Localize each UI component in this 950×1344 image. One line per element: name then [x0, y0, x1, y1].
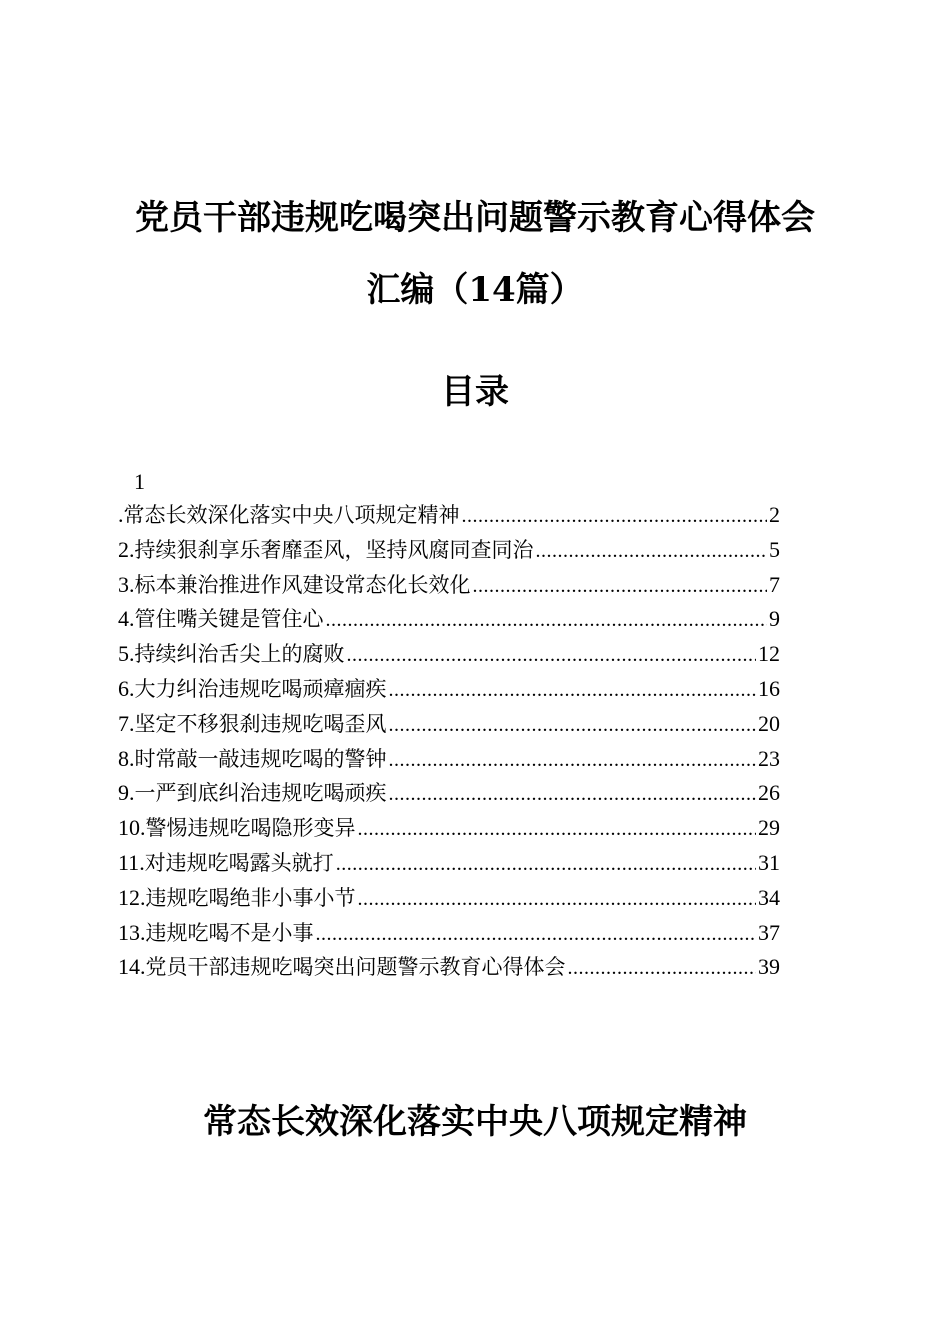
- toc-dot-leader: [336, 847, 756, 881]
- toc-entry-page: 26: [758, 780, 780, 806]
- toc-entry-number: 4: [118, 606, 129, 632]
- toc-entry-separator: .: [129, 641, 135, 667]
- toc-entry-page: 34: [758, 884, 780, 910]
- toc-entry-separator: .: [129, 536, 135, 562]
- toc-entry-page: 39: [758, 954, 780, 980]
- toc-entry-title: 对违规吃喝露头就打: [144, 850, 334, 875]
- toc-entry-8[interactable]: [118, 742, 780, 777]
- toc-entry-separator: .: [140, 919, 146, 945]
- toc-heading: 目录: [441, 372, 509, 412]
- toc-entry-page: 12: [758, 641, 780, 667]
- toc-dot-leader: [568, 951, 757, 985]
- toc-entry-separator: .: [129, 745, 135, 771]
- toc-entry-number: 14: [118, 954, 140, 980]
- toc-entry-number: 12: [118, 884, 140, 910]
- toc-entry-page: 2: [769, 502, 780, 527]
- toc-entry-2[interactable]: [118, 533, 780, 568]
- toc-entry-title: 大力纠治违规吃喝顽瘴痼疾: [134, 676, 387, 701]
- toc-entry-separator: .: [140, 815, 146, 841]
- toc-entry-6[interactable]: [118, 672, 780, 707]
- toc-dot-leader: [316, 917, 757, 951]
- toc-entry-title: 标本兼治推进作风建设常态化长效化: [134, 572, 471, 597]
- toc-entry-separator: .: [140, 884, 146, 910]
- toc-dot-leader: [389, 673, 757, 707]
- toc-entry-separator: .: [139, 849, 145, 875]
- toc-entry-13[interactable]: [118, 916, 780, 951]
- toc-entry-page: 29: [758, 815, 780, 841]
- toc-entry-separator: .: [129, 780, 135, 806]
- document-title-line-1: 党员干部违规吃喝突出问题警示教育心得体会: [135, 198, 815, 238]
- toc-entry-5[interactable]: [118, 637, 780, 672]
- toc-entry-separator: .: [129, 571, 135, 597]
- toc-dot-leader: [358, 882, 757, 916]
- toc-entry-page: 31: [758, 849, 780, 875]
- toc-entry-number: 2: [118, 536, 129, 562]
- toc-entry-4[interactable]: [118, 602, 780, 637]
- toc-entry-title: 违规吃喝绝非小事小节: [145, 885, 356, 910]
- section-heading: 常态长效深化落实中央八项规定精神: [203, 1102, 747, 1142]
- toc-entry-7[interactable]: [118, 707, 780, 742]
- toc-entry-separator: .: [140, 954, 146, 980]
- toc-entry-page: 16: [758, 675, 780, 701]
- toc-entry-number: 7: [118, 710, 129, 736]
- toc-entry-number: 3: [118, 571, 129, 597]
- toc-entry-number: 8: [118, 745, 129, 771]
- toc-entry-page: 37: [758, 919, 780, 945]
- toc-dot-leader: [536, 534, 768, 568]
- toc-entry-title: 违规吃喝不是小事: [145, 920, 314, 945]
- toc-dot-leader: [358, 812, 757, 846]
- toc-entry-page: 5: [769, 536, 780, 562]
- toc-entry-title: 管住嘴关键是管住心: [134, 607, 324, 632]
- toc-entry-14[interactable]: [118, 950, 780, 985]
- toc-entry-number: 9: [118, 780, 129, 806]
- toc-entry-1[interactable]: [118, 498, 780, 533]
- toc-entry-separator: .: [129, 675, 135, 701]
- toc-entry-3[interactable]: [118, 568, 780, 603]
- toc-entry-title: 常态长效深化落实中央八项规定精神: [123, 503, 460, 527]
- toc-dot-leader: [462, 499, 768, 533]
- toc-entry-separator: .: [129, 606, 135, 632]
- toc-entry-number: 6: [118, 675, 129, 701]
- toc-entry-separator: .: [129, 710, 135, 736]
- toc-entry-10[interactable]: [118, 811, 780, 846]
- toc-entry-page: 20: [758, 710, 780, 736]
- toc-entry-page: 7: [769, 571, 780, 597]
- toc-dot-leader: [389, 708, 757, 742]
- toc-entry-number: 5: [118, 641, 129, 667]
- toc-dot-leader: [473, 569, 768, 603]
- toc-dot-leader: [326, 603, 768, 637]
- toc-entry-separator: .: [118, 502, 124, 527]
- toc-entry-title: 一严到底纠治违规吃喝顽疾: [134, 781, 387, 806]
- toc-entry-number: 11: [118, 849, 140, 875]
- toc-entry-page: 9: [769, 606, 780, 632]
- toc-dot-leader: [389, 777, 757, 811]
- toc-entry-title: 时常敲一敲违规吃喝的警钟: [134, 746, 387, 771]
- toc-entry-title: 坚定不移狠刹违规吃喝歪风: [134, 711, 387, 736]
- toc-entry-9[interactable]: [118, 776, 780, 811]
- toc-dot-leader: [389, 743, 757, 777]
- toc-entry-title: 持续狠刹享乐奢靡歪风，坚持风腐同查同治: [134, 537, 534, 562]
- toc-entry-number: 10: [118, 815, 140, 841]
- toc-entry-title: 持续纠治舌尖上的腐败: [134, 642, 345, 667]
- toc-entry-1-number: 1: [134, 469, 145, 494]
- toc-dot-leader: [347, 638, 757, 672]
- toc-entry-title: 警惕违规吃喝隐形变异: [145, 816, 356, 841]
- toc-entry-number: 13: [118, 919, 140, 945]
- toc-entry-title: 党员干部违规吃喝突出问题警示教育心得体会: [145, 955, 566, 980]
- toc-entry-page: 23: [758, 745, 780, 771]
- document-title-line-2: 汇编（14篇）: [366, 270, 584, 310]
- toc-entry-11[interactable]: [118, 846, 780, 881]
- table-of-contents: [118, 466, 780, 985]
- toc-entry-12[interactable]: [118, 881, 780, 916]
